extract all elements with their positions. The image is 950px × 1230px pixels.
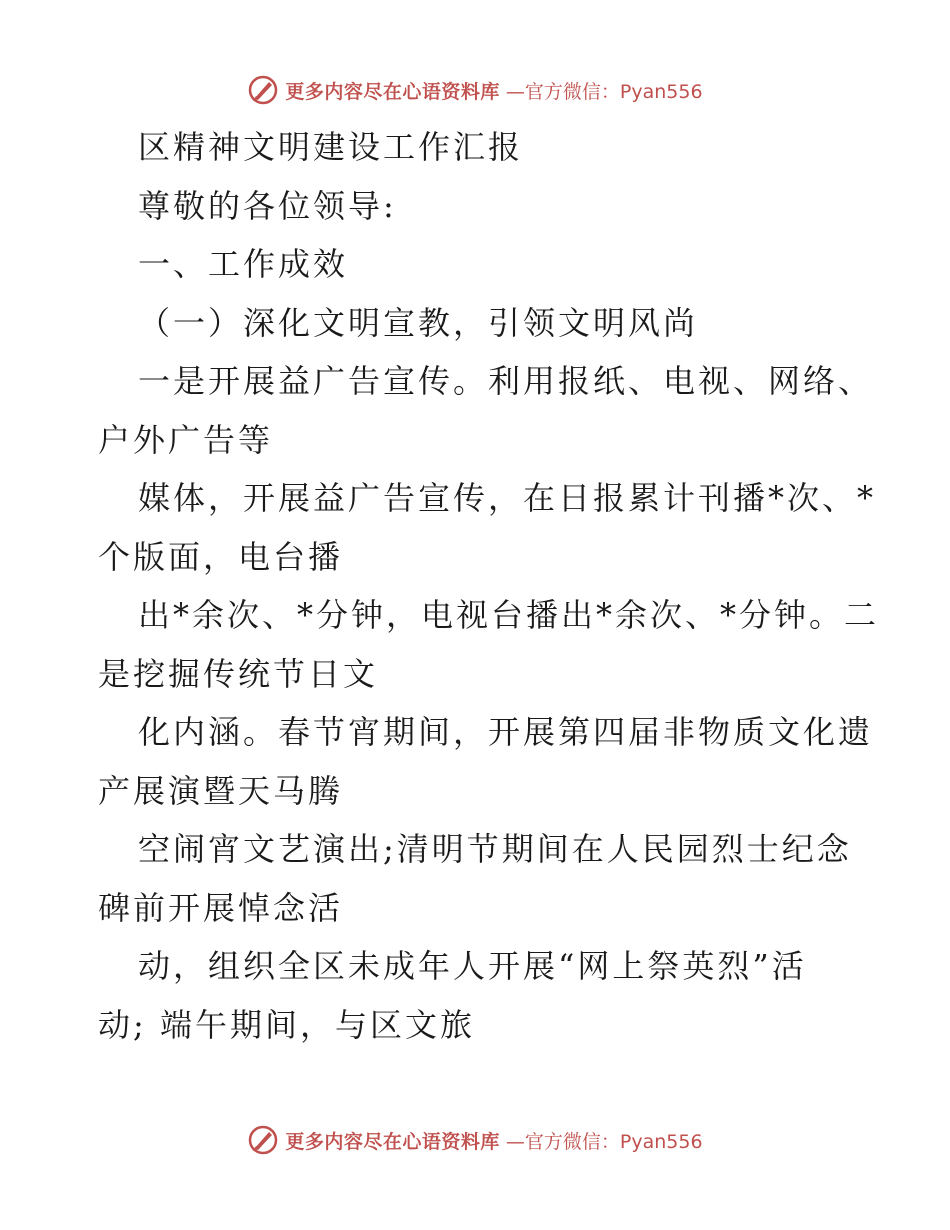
section-heading: 一、工作成效 [138, 245, 349, 283]
paragraph-line: 个版面，电台播 [98, 537, 344, 576]
paragraph-line: 是挖掘传统节日文 [98, 654, 379, 693]
quill-pen-logo-icon [247, 74, 279, 106]
salutation: 尊敬的各位领导: [138, 186, 397, 225]
paragraph-line: 产展演暨天马腾 [98, 771, 344, 810]
paragraph-line: 化内涵。春节宵期间，开展第四届非物质文化遗 [138, 713, 874, 751]
paragraph-line: 户外广告等 [98, 420, 274, 459]
paragraph-line: 动，组织全区未成年人开展“网上祭英烈”活 [138, 947, 807, 985]
footer-banner-contact: —官方微信：Pyan556 [505, 1130, 703, 1153]
paragraph-line: 媒体，开展益广告宣传，在日报累计刊播*次、* [138, 479, 877, 517]
paragraph-line: 动; 端午期间，与区文旅 [98, 1005, 475, 1044]
header-banner-contact: —官方微信：Pyan556 [505, 80, 703, 103]
header-banner-title: 更多内容尽在心语资料库 [285, 80, 500, 103]
footer-banner-title: 更多内容尽在心语资料库 [285, 1130, 500, 1153]
paragraph-line: 空闹宵文艺演出;清明节期间在人民园烈士纪念 [138, 830, 852, 868]
document-title: 区精神文明建设工作汇报 [138, 128, 524, 166]
subsection-heading: （一）深化文明宣教，引领文明风尚 [138, 303, 699, 342]
document-body [98, 118, 880, 1054]
footer-banner [0, 1120, 950, 1160]
quill-pen-logo-icon [247, 1124, 279, 1156]
header-banner [0, 70, 950, 110]
paragraph-line: 碑前开展悼念活 [98, 888, 344, 927]
paragraph-line: 一是开展益广告宣传。利用报纸、电视、网络、 [138, 362, 874, 400]
paragraph-line: 出*余次、*分钟，电视台播出*余次、*分钟。二 [138, 596, 880, 634]
